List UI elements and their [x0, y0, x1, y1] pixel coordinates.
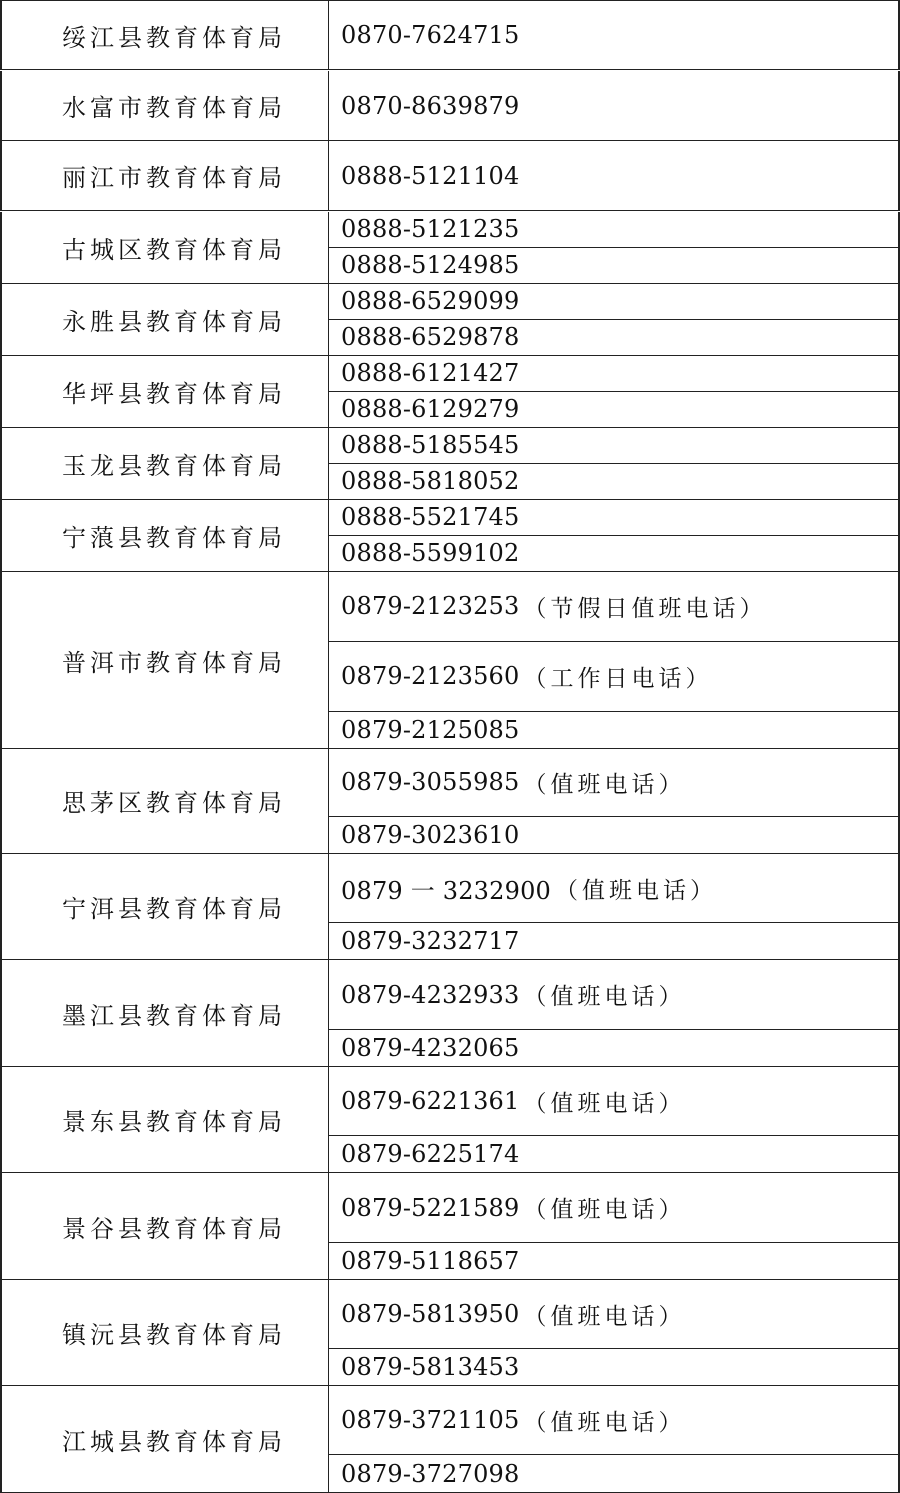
- table-row: [0, 1067, 900, 1173]
- phone-cell: [329, 356, 898, 392]
- phone-cell: [329, 642, 898, 713]
- phone-cell: [329, 923, 898, 959]
- phone-list-cell: [329, 141, 898, 210]
- phone-number: 0879-5221589: [341, 1193, 520, 1222]
- phone-number: 0888-6121427: [341, 359, 520, 388]
- phone-cell: [329, 817, 898, 853]
- phone-number: 0888-6129279: [341, 395, 520, 424]
- phone-number: 0879-5813950: [341, 1300, 520, 1329]
- phone-cell: [329, 854, 898, 923]
- phone-number: 0879-3023610: [341, 821, 520, 850]
- phone-number: 0888-5121104: [341, 161, 520, 190]
- phone-cell: [329, 960, 898, 1030]
- phone-number: 0879-3232717: [341, 927, 520, 956]
- phone-cell: [329, 428, 898, 464]
- org-name-cell: 绥江县教育体育局: [2, 1, 329, 69]
- phone-list-cell: [329, 356, 898, 427]
- phone-list-cell: [329, 1386, 898, 1492]
- phone-cell: [329, 536, 898, 572]
- phone-note: （值班电话）: [555, 877, 718, 904]
- table-row: [0, 1173, 900, 1280]
- phone-number: 0888-5121235: [341, 215, 520, 244]
- phone-list-cell: [329, 212, 898, 283]
- phone-cell: [329, 1243, 898, 1279]
- phone-number: 0888-5599102: [341, 539, 520, 568]
- table-row: [0, 356, 900, 428]
- phone-cell: [329, 392, 898, 428]
- phone-number: 0879-3721105: [341, 1406, 520, 1435]
- org-name-cell: 景谷县教育体育局: [2, 1173, 329, 1279]
- phone-cell: [329, 1067, 898, 1136]
- phone-number: 0879-4232933: [341, 980, 520, 1009]
- table-row: [0, 1386, 900, 1493]
- phone-number: 0888-5124985: [341, 251, 520, 280]
- phone-note: （值班电话）: [523, 1197, 686, 1224]
- org-name-cell: 景东县教育体育局: [2, 1067, 329, 1172]
- phone-list-cell: [329, 748, 898, 853]
- phone-cell: [329, 1349, 898, 1385]
- phone-note: （值班电话）: [523, 984, 686, 1011]
- phone-note: （工作日电话）: [523, 665, 713, 692]
- org-name-cell: 水富市教育体育局: [2, 71, 329, 140]
- org-name-cell: 思茅区教育体育局: [2, 748, 329, 853]
- phone-number: 0879-3727098: [341, 1459, 520, 1488]
- phone-cell: [329, 572, 898, 642]
- org-name-cell: 墨江县教育体育局: [2, 960, 329, 1066]
- table-row: [0, 212, 900, 284]
- phone-number: 0870-8639879: [341, 91, 520, 120]
- org-name-cell: 古城区教育体育局: [2, 212, 329, 283]
- phone-cell: [329, 1030, 898, 1066]
- phone-number: 0879-2125085: [341, 716, 520, 745]
- table-row: [0, 572, 900, 749]
- org-name-cell: 华坪县教育体育局: [2, 356, 329, 427]
- phone-cell: [329, 1280, 898, 1349]
- phone-cell: [329, 500, 898, 536]
- table-row: [0, 748, 900, 854]
- phone-number: 0879 一 3232900: [341, 876, 552, 905]
- phone-number: 0879-4232065: [341, 1034, 520, 1063]
- phone-list-cell: [329, 1067, 898, 1172]
- phone-number: 0879-3055985: [341, 768, 520, 797]
- phone-number: 0879-5118657: [341, 1247, 520, 1276]
- phone-cell: [329, 248, 898, 284]
- org-name-cell: 丽江市教育体育局: [2, 141, 329, 210]
- phone-number: 0888-5185545: [341, 431, 520, 460]
- phone-cell: [329, 1136, 898, 1172]
- phone-cell: [329, 464, 898, 500]
- table-row: [0, 141, 900, 211]
- org-name-cell: 玉龙县教育体育局: [2, 428, 329, 499]
- phone-number: 0888-6529099: [341, 287, 520, 316]
- phone-cell: [329, 1173, 898, 1243]
- table-row: [0, 0, 900, 70]
- phone-number: 0879-2123560: [341, 662, 520, 691]
- phone-cell: [329, 1, 898, 69]
- org-name-cell: 镇沅县教育体育局: [2, 1280, 329, 1385]
- table-row: [0, 500, 900, 572]
- table-row: [0, 960, 900, 1067]
- phone-cell: [329, 212, 898, 248]
- org-name-cell: 永胜县教育体育局: [2, 284, 329, 355]
- phone-list-cell: [329, 854, 898, 959]
- org-name-cell: 江城县教育体育局: [2, 1386, 329, 1492]
- phone-cell: [329, 712, 898, 748]
- phone-number: 0888-5521745: [341, 503, 520, 532]
- phone-cell: [329, 1455, 898, 1492]
- phone-number: 0888-5818052: [341, 467, 520, 496]
- table-row: [0, 1280, 900, 1386]
- phone-list-cell: [329, 960, 898, 1066]
- phone-number: 0870-7624715: [341, 21, 520, 49]
- phone-number: 0888-6529878: [341, 323, 520, 352]
- phone-list-cell: [329, 1173, 898, 1279]
- phone-list-cell: [329, 428, 898, 499]
- phone-cell: [329, 284, 898, 320]
- phone-cell: [329, 1386, 898, 1455]
- phone-cell: [329, 748, 898, 817]
- phone-list-cell: [329, 1280, 898, 1385]
- phone-list-cell: [329, 1, 898, 69]
- phone-note: （值班电话）: [523, 1303, 686, 1330]
- phone-list-cell: [329, 572, 898, 748]
- phone-note: （值班电话）: [523, 771, 686, 798]
- phone-note: （值班电话）: [523, 1090, 686, 1117]
- phone-number: 0879-6221361: [341, 1087, 520, 1116]
- phone-note: （节假日值班电话）: [523, 595, 767, 622]
- table-row: [0, 428, 900, 500]
- table-row: [0, 284, 900, 356]
- phone-cell: [329, 141, 898, 210]
- table-row: [0, 854, 900, 960]
- phone-cell: [329, 71, 898, 140]
- org-name-cell: 宁蒗县教育体育局: [2, 500, 329, 571]
- phone-number: 0879-2123253: [341, 592, 520, 621]
- phone-number: 0879-6225174: [341, 1140, 520, 1169]
- phone-number: 0879-5813453: [341, 1353, 520, 1382]
- phone-cell: [329, 320, 898, 356]
- phone-list-cell: [329, 500, 898, 571]
- phone-list-cell: [329, 284, 898, 355]
- phone-note: （值班电话）: [523, 1409, 686, 1436]
- org-name-cell: 宁洱县教育体育局: [2, 854, 329, 959]
- table-row: [0, 71, 900, 141]
- org-name-cell: 普洱市教育体育局: [2, 572, 329, 748]
- phone-list-cell: [329, 71, 898, 140]
